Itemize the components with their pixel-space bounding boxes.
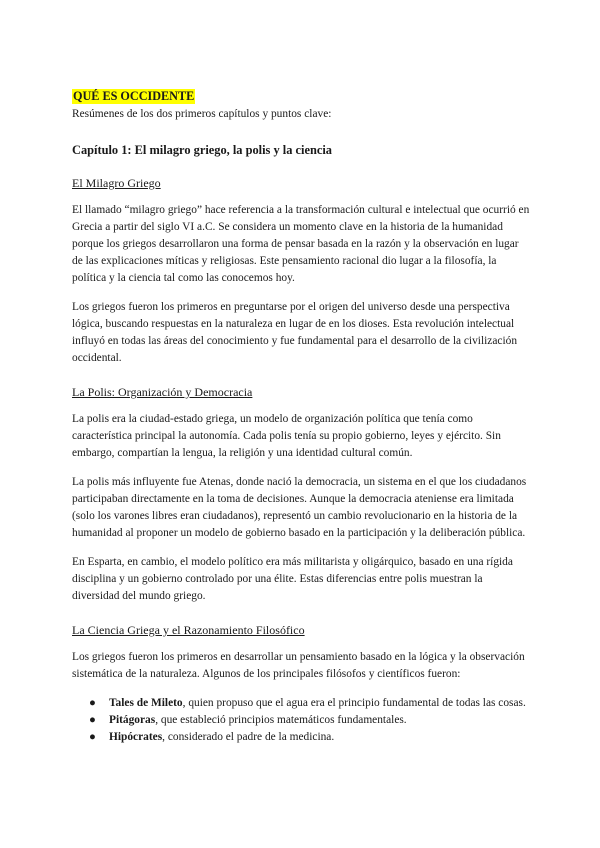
philosophers-list — [72, 695, 532, 746]
chapter-heading: Capítulo 1: El milagro griego, la polis y la ciencia — [72, 143, 332, 157]
philosopher-name: Tales de Mileto — [109, 697, 183, 709]
paragraph: Los griegos fueron los primeros en desarrollar un pensamiento basado en la lógica y la observación sistemática de la naturaleza. Algunos de los principales filósofos y científicos fueron: — [72, 651, 525, 680]
section-heading-milagro: El Milagro Griego — [72, 176, 161, 190]
list-item — [72, 729, 532, 746]
paragraph: Los griegos fueron los primeros en preguntarse por el origen del universo desde una perspectiva lógica, buscando respuestas en la naturaleza en lugar de en los dioses. Esta revolución intelectual influyó en todas las áreas del conocimiento y fue fundamental para el desarrollo de la civilización occidental. — [72, 301, 518, 364]
paragraph: La polis más influyente fue Atenas, donde nació la democracia, un sistema en el que los ciudadanos participaban directamente en la toma de decisiones. Aunque la democracia ateniense era limitada (solo los varones libres eran ciudadanos), representó un cambio revolucionario en la historia de la humanidad al proponer un modelo de gobierno basado en la participación y la deliberación pública. — [72, 476, 527, 539]
philosopher-description: , que estableció principios matemáticos fundamentales. — [155, 714, 407, 726]
section-heading-ciencia: La Ciencia Griega y el Razonamiento Filosófico — [72, 623, 305, 637]
list-item — [72, 712, 532, 729]
document-subtitle: Resúmenes de los dos primeros capítulos y puntos clave: — [72, 108, 332, 120]
paragraph: El llamado “milagro griego” hace referencia a la transformación cultural e intelectual que ocurrió en Grecia a partir del siglo VI a.C. Se considera un momento clave en la historia de la humanidad porque los griegos desarrollaron una forma de pensar basada en la razón y la observación en lugar de las explicaciones míticas y religiosas. Este pensamiento racional dio lugar a la filosofía, la política y la ciencia tal como las conocemos hoy. — [72, 204, 530, 284]
philosopher-name: Hipócrates — [109, 731, 163, 743]
bullet-icon: ● — [89, 697, 96, 709]
bullet-icon: ● — [89, 731, 96, 743]
document-title: QUÉ ES OCCIDENTE — [73, 89, 195, 103]
philosopher-name: Pitágoras — [109, 714, 156, 726]
list-item — [72, 695, 532, 712]
document-body — [72, 87, 532, 746]
philosopher-description: , considerado el padre de la medicina. — [162, 731, 335, 743]
paragraph: En Esparta, en cambio, el modelo político era más militarista y oligárquico, basado en una rígida disciplina y un gobierno controlado por una élite. Estas diferencias entre polis muestran la diversidad del mundo griego. — [72, 556, 513, 602]
paragraph: La polis era la ciudad-estado griega, un modelo de organización política que tenía como característica principal la autonomía. Cada polis tenía su propio gobierno, leyes y ejército. Sin embargo, compartían la lengua, la religión y una identidad cultural común. — [72, 413, 501, 459]
bullet-icon: ● — [89, 714, 96, 726]
section-heading-polis: La Polis: Organización y Democracia — [72, 385, 253, 399]
philosopher-description: , quien propuso que el agua era el principio fundamental de todas las cosas. — [182, 697, 526, 709]
